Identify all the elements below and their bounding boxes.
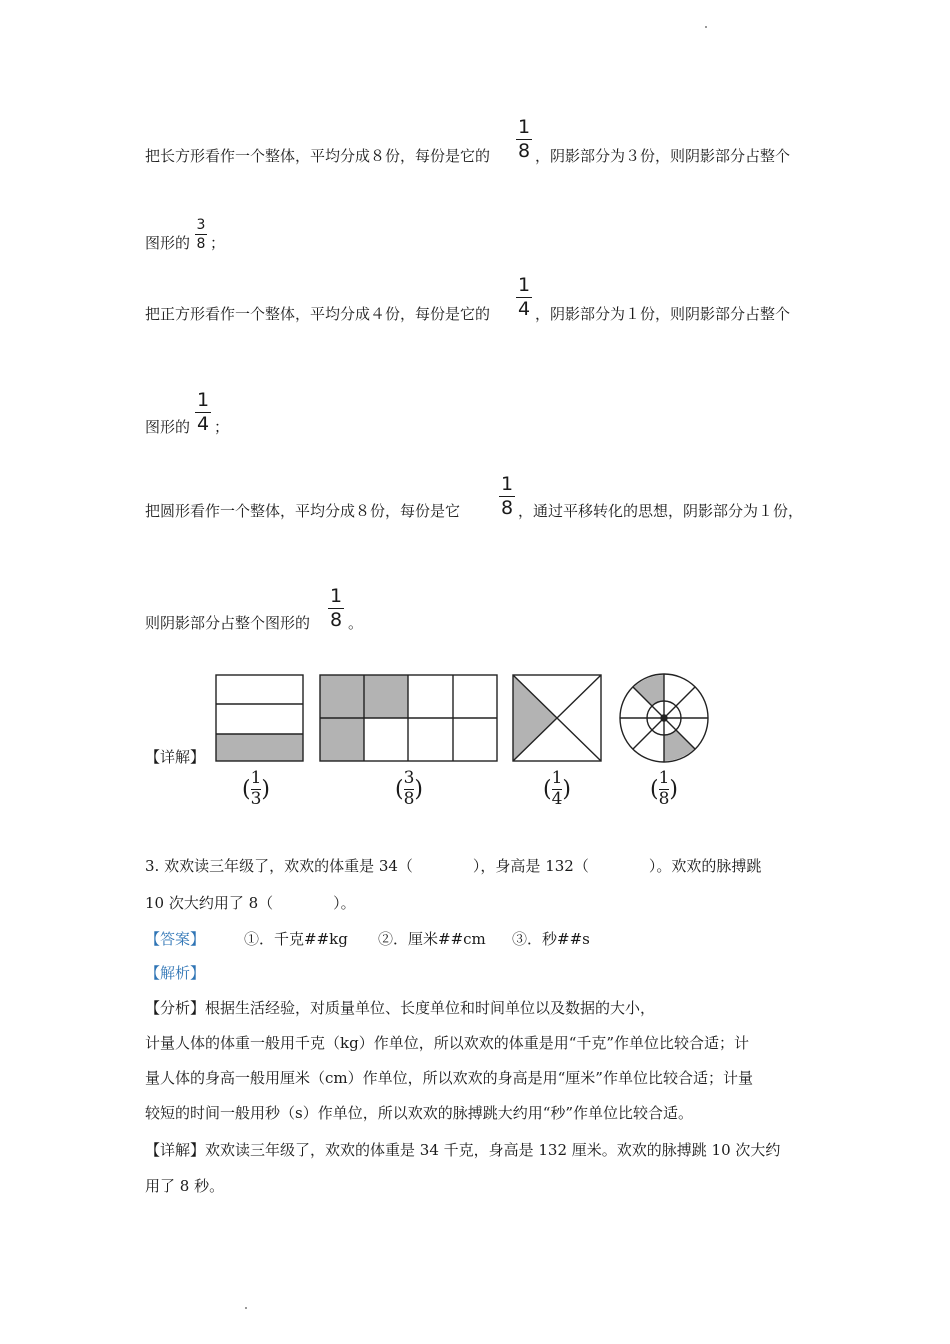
fraction-1-4 — [516, 276, 532, 319]
detail-line-1: 【详解】欢欢读三年级了，欢欢的体重是 34 千克，身高是 132 厘米。欢欢的脉搏跳 10 次大约 — [145, 1141, 781, 1159]
explanation-text: 则阴影部分占整个图形的 — [145, 614, 311, 632]
numerator: 1 — [196, 389, 210, 411]
numerator: 1 — [658, 768, 670, 788]
square-4-triangles — [513, 675, 601, 761]
fraction-1-8 — [516, 118, 532, 161]
figure-label-3-8: ( $\frac{3}{8}$ ) — [394, 768, 423, 809]
denominator: 8 — [403, 788, 415, 809]
numerator: 1 — [500, 473, 514, 495]
question-3-line-1: 3. 欢欢读三年级了，欢欢的体重是 34（ ），身高是 132（ ）。欢欢的脉搏跳 — [145, 857, 762, 875]
numerator: 1 — [517, 274, 531, 296]
explanation-square-line — [145, 303, 490, 324]
punct: ； — [210, 234, 226, 252]
denominator: 3 — [250, 788, 262, 809]
denominator: 4 — [551, 788, 563, 809]
explanation-rect-line — [145, 145, 490, 166]
numerator: 1 — [250, 768, 262, 788]
denominator: 8 — [517, 140, 531, 162]
answer-item-2: ②．厘米##cm — [378, 930, 486, 948]
analysis-line-1: 【分析】根据生活经验，对质量单位、长度单位和时间单位以及数据的大小， — [145, 999, 656, 1017]
fraction-1-4-b — [195, 391, 211, 434]
denominator: 8 — [500, 497, 514, 519]
figure-label-1-3: ( $\frac{1}{3}$ ) — [241, 768, 270, 809]
explanation-text: 把正方形看作一个整体，平均分成４份，每份是它的 — [145, 305, 491, 323]
numerator: 3 — [403, 768, 415, 788]
denominator: 4 — [517, 298, 531, 320]
analysis-line-3: 量人体的身高一般用厘米（cm）作单位，所以欢欢的身高是用“厘米”作单位比较合适；计量 — [145, 1069, 753, 1087]
denominator: 4 — [196, 413, 210, 435]
explanation-circle-line — [145, 500, 460, 521]
denominator: 8 — [658, 788, 670, 809]
fraction-1-8-d — [328, 587, 344, 630]
punct: ； — [214, 418, 230, 436]
denominator: 8 — [196, 236, 206, 252]
explanation-text: 图形的 — [145, 418, 191, 436]
rectangle-3-parts — [216, 675, 303, 761]
rectangle-8-parts — [320, 675, 497, 761]
analysis-label: 【解析】 — [145, 964, 206, 982]
denominator: 8 — [329, 609, 343, 631]
explanation-square-cont — [145, 416, 190, 437]
punct: 。 — [348, 614, 364, 632]
explanation-text: ，阴影部分为１份，则阴影部分占整个 — [535, 305, 791, 323]
fraction-1-8-c — [499, 475, 515, 518]
question-3-line-2: 10 次大约用了 8（ ）。 — [145, 894, 356, 912]
numerator: 1 — [329, 585, 343, 607]
circle-8-parts — [620, 674, 708, 762]
answer-label: 【答案】 — [145, 930, 206, 948]
figures-diagram — [0, 668, 950, 808]
explanation-text: ，阴影部分为３份，则阴影部分占整个 — [535, 147, 791, 165]
explanation-rect-after — [535, 145, 790, 166]
explanation-text: 把圆形看作一个整体，平均分成８份，每份是它 — [145, 502, 461, 520]
explanation-circle-cont — [145, 612, 310, 633]
fraction-3-8 — [195, 218, 207, 251]
explanation-text: 把长方形看作一个整体，平均分成８份，每份是它的 — [145, 147, 491, 165]
figure-label-1-8: ( $\frac{1}{8}$ ) — [649, 768, 678, 809]
numerator: 3 — [196, 217, 206, 233]
explanation-text: 图形的 — [145, 234, 191, 252]
answer-item-3: ③．秒##s — [512, 930, 590, 948]
answer-item-1: ①．千克##kg — [244, 930, 348, 948]
corner-mark-top — [705, 26, 707, 28]
explanation-rect-cont — [145, 232, 190, 253]
analysis-line-4: 较短的时间一般用秒（s）作单位，所以欢欢的脉搏跳大约用“秒”作单位比较合适。 — [145, 1104, 694, 1122]
detail-line-2: 用了 8 秒。 — [145, 1177, 225, 1195]
explanation-square-after — [535, 303, 790, 324]
explanation-text: ，通过平移转化的思想，阴影部分为１份， — [518, 502, 804, 520]
numerator: 1 — [517, 116, 531, 138]
figure-label-1-4: ( $\frac{1}{4}$ ) — [542, 768, 571, 809]
detail-label: 【详解】 — [145, 748, 206, 766]
explanation-circle-after — [518, 500, 803, 521]
corner-mark-bottom — [245, 1307, 247, 1309]
analysis-line-2: 计量人体的体重一般用千克（kg）作单位，所以欢欢的体重是用“千克”作单位比较合适；计 — [145, 1034, 750, 1052]
numerator: 1 — [551, 768, 563, 788]
